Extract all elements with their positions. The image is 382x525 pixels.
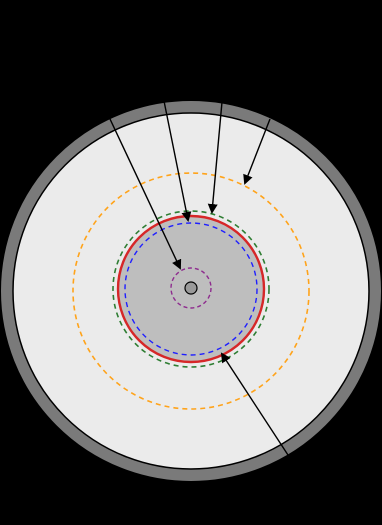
- center-dot-icon: [185, 282, 197, 294]
